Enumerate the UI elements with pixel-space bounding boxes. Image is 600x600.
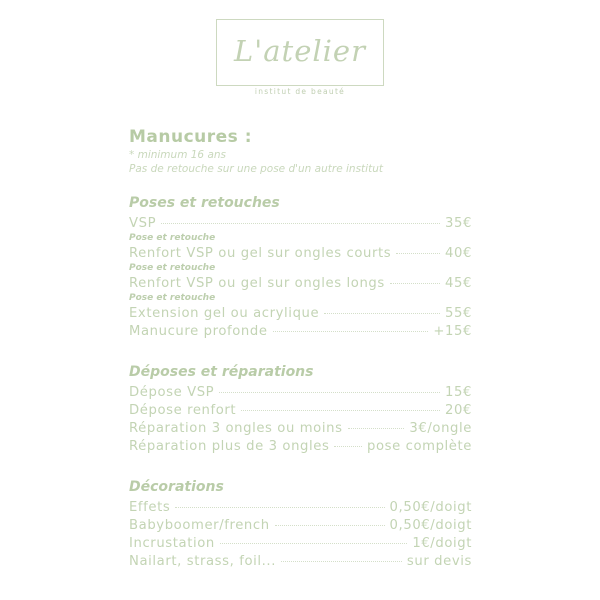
item-label: Réparation 3 ongles ou moins: [129, 421, 343, 436]
item-label: VSP: [129, 216, 157, 231]
page-title: Manucures :: [129, 127, 253, 147]
item-label: Manucure profonde: [129, 324, 268, 339]
logo-subtitle: institut de beauté: [248, 87, 352, 96]
section-deposes: [129, 362, 472, 456]
logo: [216, 19, 384, 96]
dotted-leader: [219, 392, 440, 393]
item-price: sur devis: [406, 554, 472, 569]
price-row: [129, 215, 472, 233]
section-poses: [129, 193, 472, 341]
section-decorations: [129, 477, 472, 571]
section-heading: Décorations: [129, 479, 224, 495]
note-minimum-age: * minimum 16 ans: [129, 149, 227, 161]
item-price: 3€/ongle: [409, 421, 472, 436]
item-price: 35€: [445, 216, 472, 231]
item-price: 1€/doigt: [412, 536, 472, 551]
item-price: 20€: [445, 403, 472, 418]
dotted-leader: [273, 331, 429, 332]
price-row: [129, 384, 472, 402]
price-row: [129, 323, 472, 341]
item-label: Incrustation: [129, 536, 215, 551]
dotted-leader: [334, 446, 362, 447]
item-price: 0,50€/doigt: [389, 500, 472, 515]
item-label: Dépose VSP: [129, 385, 215, 400]
price-row: [129, 438, 472, 456]
dotted-leader: [241, 410, 440, 411]
dotted-leader: [175, 507, 384, 508]
item-label: Réparation plus de 3 ongles: [129, 439, 330, 454]
dotted-leader: [275, 525, 385, 526]
logo-subtitle-wrap: [217, 79, 383, 98]
item-label: Babyboomer/french: [129, 518, 270, 533]
item-sublabel: Pose et retouche: [129, 233, 216, 243]
item-price: 45€: [445, 276, 472, 291]
section-heading: Déposes et réparations: [129, 364, 314, 380]
item-sublabel: Pose et retouche: [129, 263, 216, 273]
item-label: Nailart, strass, foil...: [129, 554, 277, 569]
item-price: +15€: [433, 324, 472, 339]
item-label: Renfort VSP ou gel sur ongles courts: [129, 246, 392, 261]
item-label: Effets: [129, 500, 171, 515]
item-price: 15€: [445, 385, 472, 400]
note-no-retouch: Pas de retouche sur une pose d'un autre institut: [129, 163, 383, 175]
dotted-leader: [348, 428, 405, 429]
logo-script: L'atelier: [234, 34, 366, 68]
item-label: Extension gel ou acrylique: [129, 306, 320, 321]
item-price: 40€: [445, 246, 472, 261]
price-row: [129, 305, 472, 323]
price-menu: [129, 126, 472, 571]
price-row: [129, 535, 472, 553]
price-row: [129, 553, 472, 571]
item-price: 55€: [445, 306, 472, 321]
dotted-leader: [396, 253, 440, 254]
section-heading: Poses et retouches: [129, 195, 280, 211]
price-row: [129, 402, 472, 420]
dotted-leader: [324, 313, 440, 314]
item-label: Renfort VSP ou gel sur ongles longs: [129, 276, 385, 291]
price-row: [129, 499, 472, 517]
dotted-leader: [390, 283, 440, 284]
item-price: pose complète: [366, 439, 472, 454]
dotted-leader: [220, 543, 407, 544]
price-row: [129, 517, 472, 535]
dotted-leader: [161, 223, 440, 224]
price-row: [129, 245, 472, 263]
item-price: 0,50€/doigt: [389, 518, 472, 533]
dotted-leader: [281, 561, 402, 562]
price-row: [129, 420, 472, 438]
price-row: [129, 275, 472, 293]
item-sublabel: Pose et retouche: [129, 293, 216, 303]
item-label: Dépose renfort: [129, 403, 237, 418]
